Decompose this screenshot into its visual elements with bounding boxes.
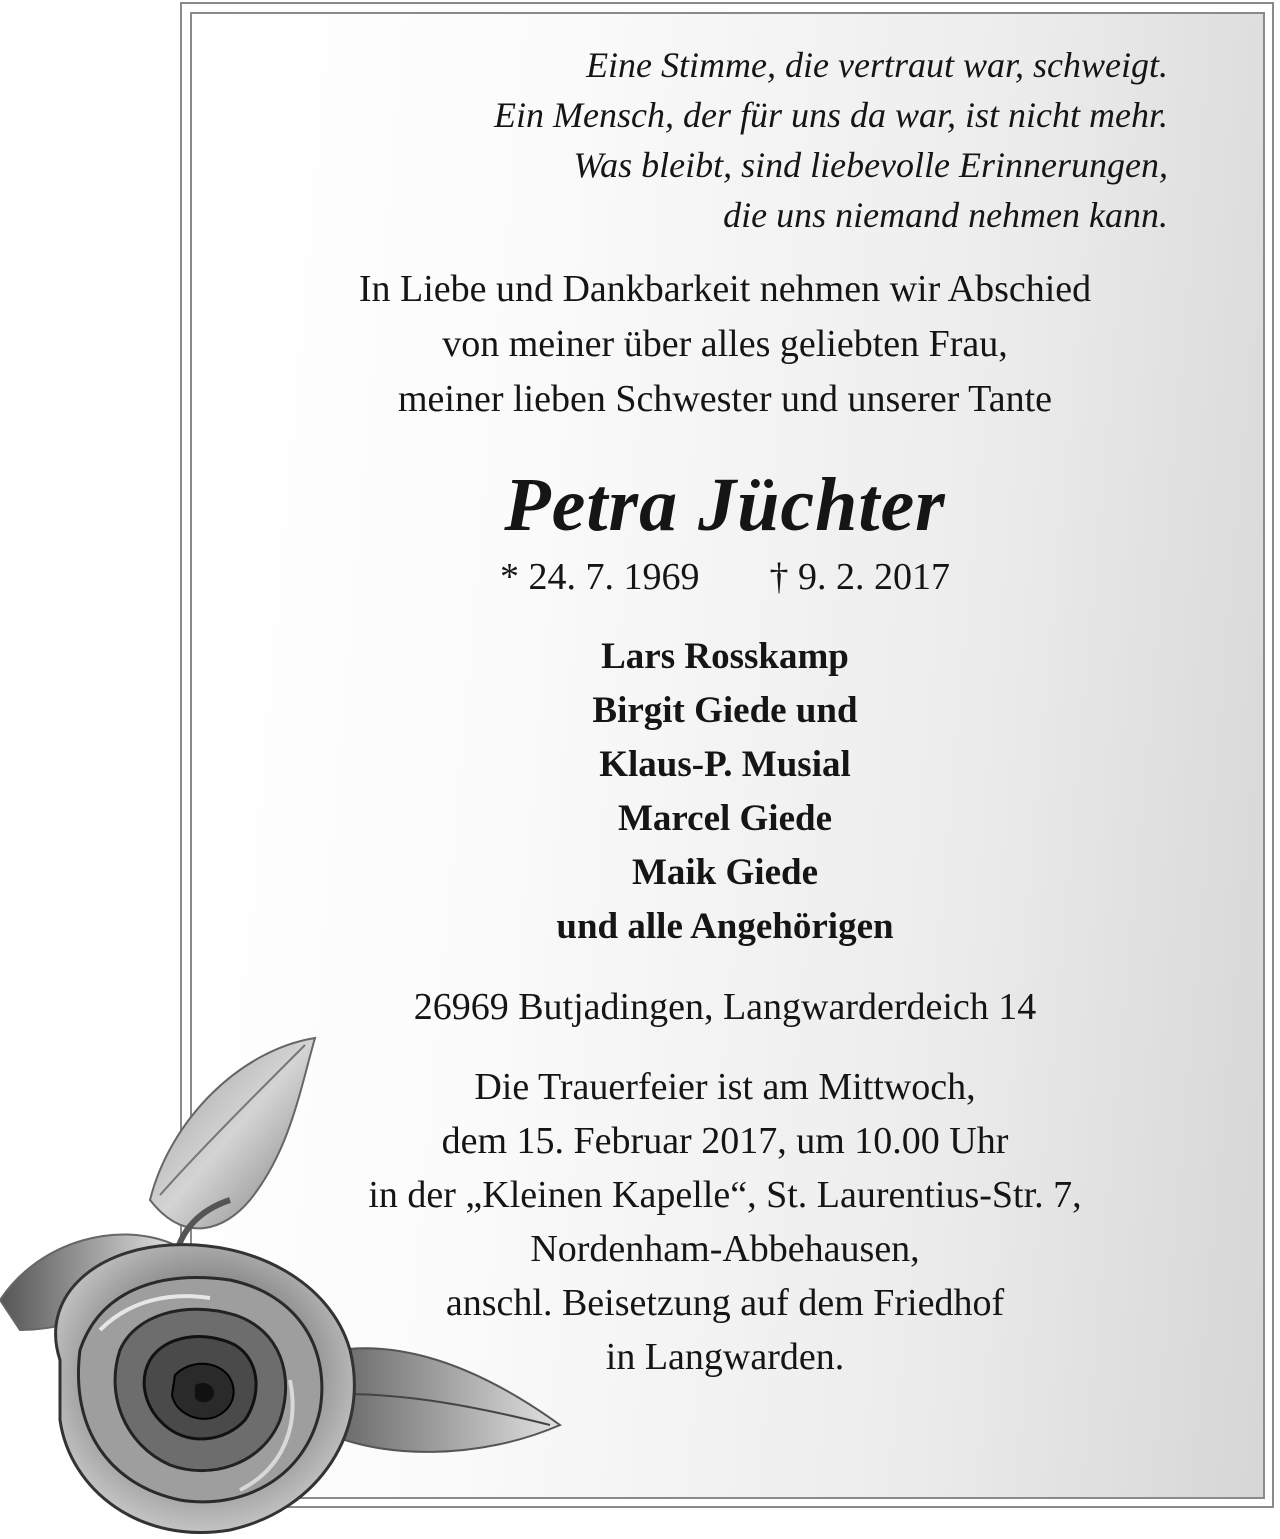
death-date: † 9. 2. 2017 xyxy=(769,556,950,598)
life-dates xyxy=(270,552,1180,602)
service-line: anschl. Beisetzung auf dem Friedhof xyxy=(445,1282,1005,1324)
mourner-name: Lars Rosskamp xyxy=(601,636,849,677)
intro-line: meiner lieben Schwester und unserer Tante xyxy=(397,378,1052,420)
service-line: Die Trauerfeier ist am Mittwoch, xyxy=(474,1066,976,1108)
rose-illustration xyxy=(0,1030,580,1539)
service-line: in der „Kleinen Kapelle“, St. Laurentius-Str. 7, xyxy=(368,1174,1082,1216)
intro-line: In Liebe und Dankbarkeit nehmen wir Abschied xyxy=(358,268,1092,310)
mourner-name: und alle Angehörigen xyxy=(556,906,894,947)
service-line: dem 15. Februar 2017, um 10.00 Uhr xyxy=(441,1120,1009,1162)
rose-leaf-top xyxy=(150,1038,315,1228)
mourner-name: Maik Giede xyxy=(631,852,818,893)
family-address: 26969 Butjadingen, Langwarderdeich 14 xyxy=(413,986,1037,1028)
mourner-name: Birgit Giede und xyxy=(592,690,858,731)
mourners-list xyxy=(270,630,1180,954)
poem-line: Was bleibt, sind liebevolle Erinnerungen, xyxy=(573,145,1168,185)
service-line: Nordenham-Abbehausen, xyxy=(530,1228,920,1270)
intro-line: von meiner über alles geliebten Frau, xyxy=(442,323,1008,365)
birth-date: * 24. 7. 1969 xyxy=(500,556,700,598)
poem-line: Ein Mensch, der für uns da war, ist nicht mehr. xyxy=(494,95,1168,135)
mourner-name: Klaus-P. Musial xyxy=(599,744,851,785)
mourner-name: Marcel Giede xyxy=(617,798,833,839)
poem-line: die uns niemand nehmen kann. xyxy=(723,195,1168,235)
service-line: in Langwarden. xyxy=(605,1336,845,1378)
memorial-poem xyxy=(494,40,1168,240)
farewell-intro xyxy=(270,262,1180,427)
poem-line: Eine Stimme, die vertraut war, schweigt. xyxy=(586,45,1168,85)
deceased-name: Petra Jüchter xyxy=(504,463,946,547)
